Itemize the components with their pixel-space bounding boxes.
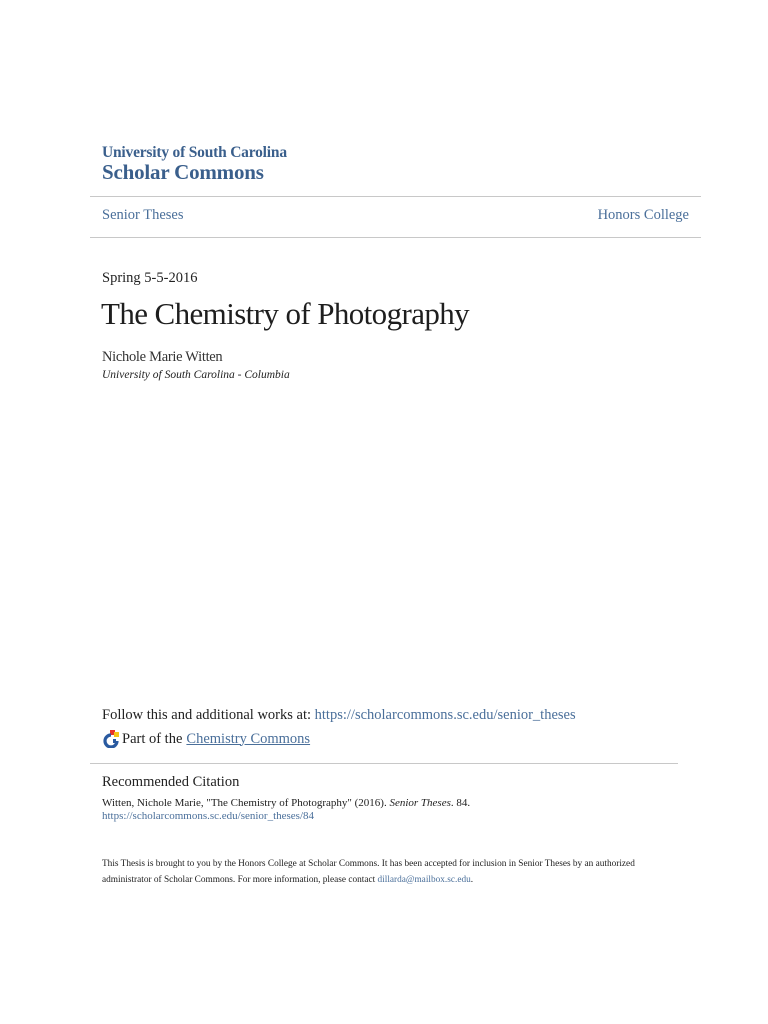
header-divider-bottom	[90, 237, 701, 238]
notice-body: This Thesis is brought to you by the Honors College at Scholar Commons. It has been accepted for inclusion in Senior Theses by an authorized administrator of Scholar Commons. For more information, please contact	[102, 859, 635, 885]
honors-college-link[interactable]: Honors College	[597, 207, 689, 223]
citation-heading: Recommended Citation	[102, 774, 240, 790]
citation-series: Senior Theses	[389, 797, 451, 809]
university-name: University of South Carolina	[102, 144, 287, 161]
header-divider-top	[90, 196, 701, 197]
citation-url-link[interactable]: https://scholarcommons.sc.edu/senior_theses/84	[102, 810, 315, 822]
author-affiliation: University of South Carolina - Columbia	[102, 369, 290, 381]
notice-end: .	[470, 875, 474, 885]
citation-prefix: Witten, Nichole Marie, "The Chemistry of Photography" (2016).	[102, 797, 390, 809]
paper-title: The Chemistry of Photography	[101, 296, 470, 331]
network-commons-icon	[102, 730, 120, 748]
part-of-line	[102, 730, 310, 748]
contact-email-link[interactable]: dillarda@mailbox.sc.edu	[377, 875, 471, 885]
author-name: Nichole Marie Witten	[102, 349, 223, 365]
repository-name[interactable]: Scholar Commons	[102, 160, 264, 184]
notice-text	[102, 856, 662, 888]
senior-theses-link[interactable]: Senior Theses	[102, 207, 184, 223]
publication-date: Spring 5-5-2016	[102, 270, 198, 286]
part-of-label: Part of the	[122, 730, 183, 747]
citation-suffix: . 84.	[450, 797, 471, 809]
citation-divider	[90, 763, 678, 764]
chemistry-commons-link[interactable]: Chemistry Commons	[186, 730, 311, 747]
citation-text	[102, 797, 470, 809]
follow-url-link[interactable]: https://scholarcommons.sc.edu/senior_theses	[314, 707, 576, 723]
follow-line	[102, 707, 576, 724]
follow-label: Follow this and additional works at:	[102, 707, 315, 723]
